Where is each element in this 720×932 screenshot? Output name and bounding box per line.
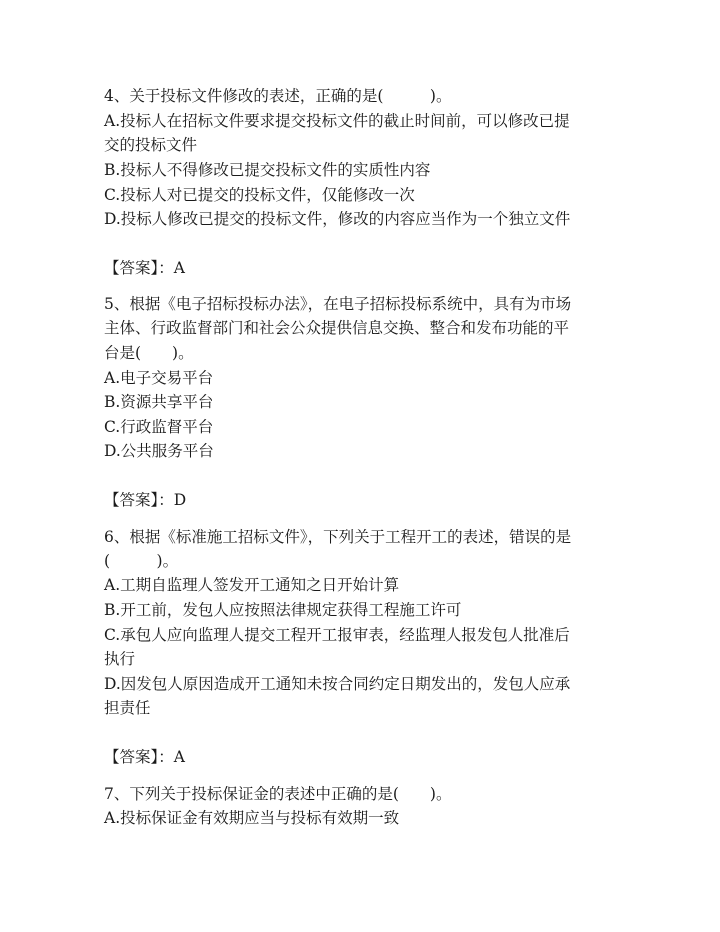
question-5-option-d: D.公共服务平台	[104, 442, 214, 460]
question-6-stem-line-2: ( )。	[104, 552, 179, 570]
question-4-option-a: A.投标人在招标文件要求提交投标文件的截止时间前，可以修改已提	[104, 112, 570, 130]
question-5-stem-line-3: 台是( )。	[104, 344, 194, 362]
question-6-stem-line-1: 6、根据《标准施工招标文件》，下列关于工程开工的表述，错误的是	[104, 528, 572, 546]
question-6-option-d-cont: 担责任	[104, 699, 151, 717]
question-5-stem-line-2: 主体、行政监督部门和社会公众提供信息交换、整合和发布功能的平	[104, 319, 570, 337]
question-4-answer: 【答案】：A	[104, 259, 185, 277]
question-5-stem-line-1: 5、根据《电子招标投标办法》，在电子招标投标系统中，具有为市场	[104, 295, 572, 313]
question-7-option-a: A.投标保证金有效期应当与投标有效期一致	[104, 809, 400, 827]
question-4-option-a-cont: 交的投标文件	[104, 136, 198, 154]
question-5-option-c: C.行政监督平台	[104, 418, 214, 436]
question-6-option-c-cont: 执行	[104, 650, 136, 668]
question-5-option-b: B.资源共享平台	[104, 393, 214, 411]
question-6-option-a: A.工期自监理人签发开工通知之日开始计算	[104, 576, 400, 594]
question-4-stem: 4、关于投标文件修改的表述，正确的是( )。	[104, 87, 452, 105]
question-6-option-c: C.承包人应向监理人提交工程开工报审表，经监理人报发包人批准后	[104, 626, 570, 644]
question-6-answer: 【答案】：A	[104, 748, 185, 766]
question-4-option-b: B.投标人不得修改已提交投标文件的实质性内容	[104, 161, 431, 179]
question-6-option-b: B.开工前，发包人应按照法律规定获得工程施工许可	[104, 601, 462, 619]
question-5-answer: 【答案】：D	[104, 491, 187, 509]
question-6-option-d: D.因发包人原因造成开工通知未按合同约定日期发出的，发包人应承	[104, 675, 571, 693]
question-7-stem: 7、下列关于投标保证金的表述中正确的是( )。	[104, 785, 452, 803]
question-4-option-d: D.投标人修改已提交的投标文件，修改的内容应当作为一个独立文件	[104, 210, 571, 228]
question-5-option-a: A.电子交易平台	[104, 369, 214, 387]
question-4-option-c: C.投标人对已提交的投标文件，仅能修改一次	[104, 186, 415, 204]
